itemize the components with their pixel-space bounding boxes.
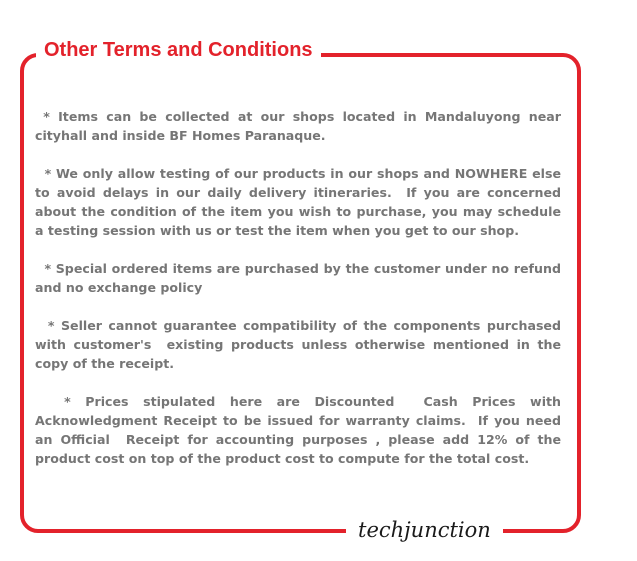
term-testing: * We only allow testing of our products in our shops and NOWHERE else to avoid delays in our daily delivery itineraries. If you are concerned about the condition of the item you wish to purchase, you may schedule a testing session with us or test the item when you get to our shop.	[35, 166, 566, 238]
terms-content	[35, 107, 566, 487]
term-special-orders: * Special ordered items are purchased by the customer under no refund and no exchange policy	[35, 261, 566, 295]
brand-logo: techjunction	[346, 514, 503, 546]
term-compatibility: * Seller cannot guarantee compatibility of the components purchased with customer's existing products unless otherwise mentioned in the copy of the receipt.	[35, 318, 566, 371]
term-collection: * Items can be collected at our shops located in Mandaluyong near cityhall and inside BF Homes Paranaque.	[35, 109, 566, 143]
section-title: Other Terms and Conditions	[36, 36, 321, 64]
term-prices: * Prices stipulated here are Discounted Cash Prices with Acknowledgment Receipt to be issued for warranty claims. If you need an Official Receipt for accounting purposes , please add 12% of the product cost on top of the product cost to compute for the total cost.	[35, 394, 566, 466]
